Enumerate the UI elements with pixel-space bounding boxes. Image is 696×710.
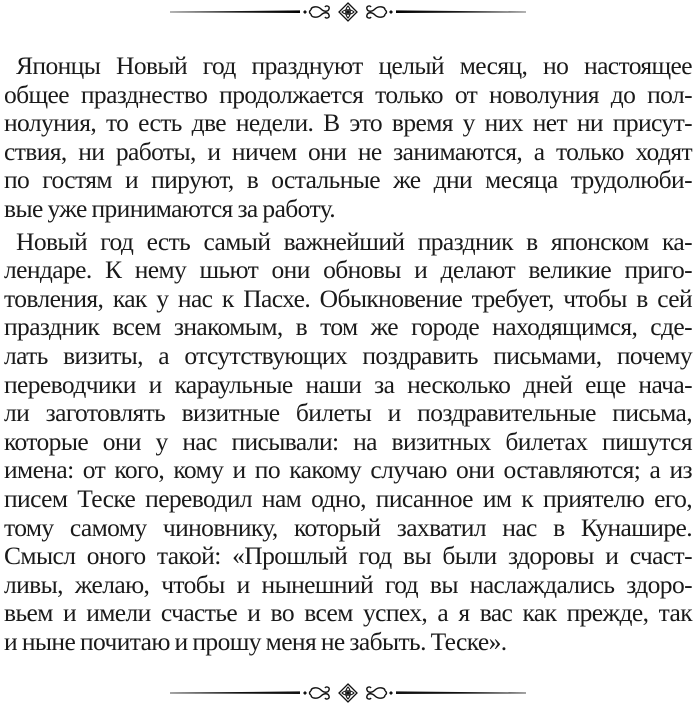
text-line: переводчики и караульные наши за несколько дней еще нача-: [4, 369, 692, 399]
text-line: вьем и имели счастье и во всем успех, а я вас как прежде, так: [4, 598, 692, 628]
text-line: которые они у нас писывали: на визитных билетах пишутся: [4, 426, 692, 456]
text-line: тому самому чиновнику, который захватил нас в Кунашире.: [4, 512, 692, 542]
text-line: и ныне почитаю и прошу меня не забыть. Теске».: [4, 626, 507, 656]
text-line: ли заготовлять визитные билеты и поздравительные письма,: [4, 398, 692, 428]
text-line: лать визиты, а отсутствующих поздравить письмами, почему: [4, 340, 692, 370]
fleuron-icon: [170, 683, 526, 703]
text-line: писем Теске переводил нам одно, писанное им к приятелю его,: [4, 483, 692, 513]
text-line: нолуния, то есть две недели. В это время у них нет ни присут-: [4, 108, 692, 138]
text-line: имена: от кого, кому и по какому случаю они оставляются; а из: [4, 455, 692, 485]
text-line: Новый год есть самый важнейший праздник в японском ка-: [16, 226, 692, 256]
page-body: [4, 52, 692, 656]
paragraph-1: [4, 52, 692, 224]
fleuron-icon: [170, 2, 526, 22]
text-line: вые уже принимаются за работу.: [4, 193, 336, 223]
paragraph-2: [4, 228, 692, 657]
text-line: по гостям и пируют, в остальные же дни месяца трудолюби-: [4, 165, 692, 195]
text-line: ливы, желаю, чтобы и нынешний год вы наслаждались здоро-: [4, 569, 692, 599]
text-line: Японцы Новый год празднуют целый месяц, но настоящее: [16, 51, 692, 80]
text-line: общее празднество продолжается только от новолуния до пол-: [4, 79, 692, 109]
text-line: Смысл оного такой: «Прошлый год вы были здоровы и счаст-: [4, 541, 692, 571]
text-line: ствия, ни работы, и ничем они не занимаются, а только ходят: [4, 136, 692, 166]
text-line: товления, как у нас к Пасхе. Обыкновение требует, чтобы в сей: [4, 283, 692, 313]
text-line: лендаре. К нему шьют они обновы и делают великие приго-: [4, 255, 692, 285]
ornament-divider-top: [170, 2, 526, 22]
text-line: праздник всем знакомым, в том же городе находящимся, сде-: [4, 312, 692, 342]
ornament-divider-bottom: [170, 683, 526, 703]
